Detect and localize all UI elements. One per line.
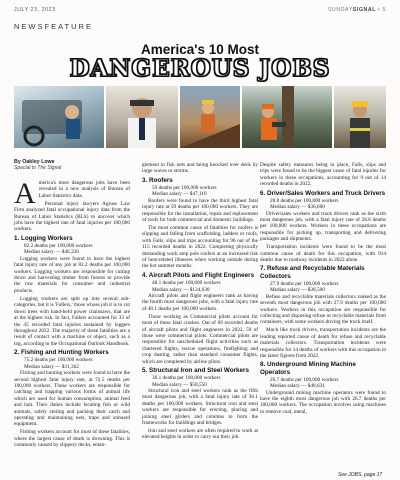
body-paragraph: Iron and steel workers are often required to work at elevated heights in order to carry out their job. bbox=[142, 428, 258, 441]
body-paragraph: Transportation incidents were found to be the most common cause of death for this occupation, with 914 deaths due to roadway incidents in 2022 alone. bbox=[260, 244, 386, 264]
rank-1-death-rate: 82.2 deaths per 100,000 workers bbox=[24, 243, 93, 250]
article-column-2 bbox=[142, 162, 258, 442]
rank-2-death-rate: 75.2 deaths per 100,000 workers bbox=[24, 357, 93, 364]
body-paragraph: Personal injury lawyers Agruss Law Firm analyzed fatal occupational injury data from the Bureau of Labor Statistics (BLS) to uncover which jobs have the highest rate of fatal injuries per 100,000 workers. bbox=[14, 200, 130, 233]
rank-5-salary: Median salary — $58,550 bbox=[152, 381, 207, 388]
drop-cap: A bbox=[14, 177, 36, 210]
body-paragraph: Logging workers were found to have the highest fatal injury rate of any job at 82.2 deaths per 100,000 workers. Logging workers are responsible for cutting down and harvesting timber from forests to provide the raw materials for consumer and industrial products. bbox=[14, 255, 130, 294]
rank-7-death-rate: 27.9 deaths per 100,000 workers bbox=[270, 280, 339, 287]
rank-7-salary: Median salary — $38,500 bbox=[270, 287, 325, 294]
article-column-1 bbox=[14, 177, 130, 450]
photo-miner bbox=[334, 86, 386, 148]
page-header bbox=[14, 5, 386, 15]
body-paragraph: Despite safety measures being in place, Falls, slips and trips were found to be the biggest cause of fatal injuries for workers in these occupations, accounting for 9 out of 14 recorded deaths in 2022. bbox=[260, 162, 386, 188]
title-kicker: America's 10 Most bbox=[140, 42, 259, 57]
photo-pilot bbox=[106, 86, 178, 148]
intro-paragraph bbox=[14, 177, 130, 210]
body-paragraph: Driver/sales workers and truck drivers rank as the sixth most dangerous job, with a fatal injury rate of 28.8 deaths per 100,000 workers. Workers in these occupations are responsible for picking up, transporting and delivering packages and shipments. bbox=[260, 210, 386, 243]
rank-heading-2: 2. Fishing and Hunting Workers bbox=[14, 349, 109, 357]
rank-2-salary: Median salary — $31,362 bbox=[24, 363, 79, 370]
body-paragraph: The most common cause of fatalities for roofers is slipping and falling from scaffolding, ladders or roofs, with Falls, slips and trips accounting for 96 out of the 115 recorded deaths in 2022. Completing physically demanding work atop pole roofers at an increased risk of heat-related illnesses when working outside during the hot summer months. bbox=[142, 225, 258, 270]
rank-4-salary: Median salary — $134,630 bbox=[152, 286, 210, 293]
photo-truck-driver bbox=[14, 86, 104, 148]
body-paragraph: Those working as Commercial pilots account for most of these fatal crashes. Out of 69 recorded deaths of aircraft pilots and flight engineers in 2022, 59 of those were commercial pilots. Commercial pilots are responsible for unscheduled flight activities such as chartered flights, rescue operations, firefighting and crop dusting, rather than standard consumer flights, which are completed by airline pilots. bbox=[142, 313, 258, 365]
rank-heading-4: 4. Aircraft Pilots and Flight Engineers bbox=[142, 271, 255, 279]
rank-8-salary: Median salary — $48,631 bbox=[270, 383, 325, 390]
photo-roofer bbox=[180, 86, 240, 148]
rank-8-death-rate: 26.7 deaths per 100,000 workers bbox=[270, 376, 339, 383]
rank-3-death-rate: 59 deaths per 100,000 workers bbox=[152, 185, 217, 192]
article-title bbox=[0, 42, 400, 82]
page-number: • 5 bbox=[378, 7, 386, 13]
body-paragraph: Structural iron and steel workers rank as the fifth most dangerous job, with a fatal injury rate of 36.1 deaths per 100,000 workers. Structural iron and steel workers are responsible for erecting, placing and joining steel girders and columns to form the frameworks for buildings and bridges. bbox=[142, 387, 258, 427]
paper-name-bold: SIGNAL bbox=[352, 7, 376, 13]
photo-collage bbox=[14, 86, 386, 148]
body-paragraph: Fishing workers account for most of these fatalities, where the largest cause of death is drowning. This is commonly caused by slippery decks, entan- bbox=[14, 429, 130, 449]
body-paragraph: Logging workers are split up into several sub-categories, but it is 'Fallers,' those whose job it is to cut down trees with hand-held power chainsaws, that are at the highest risk. In fact, Fallers accounted for 33 of the 45 recorded fatal injuries sustained by loggers throughout 2022. The majority of these fatalities are a result of contact with a machine or object, such as a log, according to the Occupational Outlook Handbook. bbox=[14, 295, 130, 347]
body-paragraph: Aircraft pilots and flight engineers rank as having the fourth most dangerous jobs, with a fatal injury rate of 48.1 deaths per 100,000 workers. bbox=[142, 292, 258, 312]
issue-date: JULY 23, 2023 bbox=[14, 7, 56, 13]
section-label: NEWSFEATURE bbox=[14, 22, 93, 31]
rank-1-salary: Median salary — $46,330 bbox=[24, 249, 79, 256]
rank-5-death-rate: 36.1 deaths per 100,000 workers bbox=[152, 375, 221, 382]
title-headline: DANGEROUS JOBS bbox=[69, 55, 331, 82]
paper-name bbox=[328, 7, 386, 13]
continued-link[interactable]: See JOBS, page 17 bbox=[338, 472, 383, 478]
author-role: Special to The Signal bbox=[14, 165, 62, 171]
rank-heading-5: 5. Structural Iron and Steel Workers bbox=[142, 366, 249, 374]
body-paragraph: Roofers were found to have the third highest fatal injury rate at 59 deaths per 100,000 workers. They are responsible for the installation, repair and replacement of roofs for both commercial and domestic buildings. bbox=[142, 197, 258, 224]
rank-6-death-rate: 28.8 deaths per 100,000 workers bbox=[270, 197, 339, 204]
body-paragraph: Fishing and hunting workers were found to have the second highest fatal injury rate, at 72.5 deaths per 100,000 workers. These workers are responsible for catching and trapping various forms of animal life which are used for human consumption, animal feed and bait. Their duties include locating fish or wild animals, safely storing and packing their catch and operating and maintaining nets, traps and onboard equipment. bbox=[14, 370, 130, 428]
author-name: By Oakley Lowe bbox=[14, 159, 55, 165]
body-paragraph: Refuse and recyclable materials collectors ranked as the seventh most dangerous job with 27.9 deaths per 100,000 workers. Workers in this occupation are responsible for collecting and disposing refuse or recyclable materials from containers, with some workers driving the truck itself. bbox=[260, 293, 386, 326]
rank-3-salary: Median salary — $47,110 bbox=[152, 191, 207, 198]
rank-heading-3: 3. Roofers bbox=[142, 176, 173, 184]
photo-logger bbox=[242, 86, 332, 148]
rank-6-salary: Median salary — $36,660 bbox=[270, 204, 325, 211]
intro-text: merica's most dangerous jobs have been revealed in a new analysis of Bureau of Labor Statistics data. bbox=[38, 180, 130, 199]
rank-heading-1: 1. Logging Workers bbox=[14, 234, 73, 242]
article-column-3 bbox=[260, 162, 386, 417]
rank-4-death-rate: 48.1 deaths per 100,000 workers bbox=[152, 280, 221, 287]
body-paragraph: glement in fish nets and being knocked over deck by large waves or storms. bbox=[142, 162, 258, 175]
body-paragraph: Underground mining machine operators were found to have the eighth most dangerous job with 26.7 deaths per 100,000 workers. The occupation involves using machines to remove coal, metal, bbox=[260, 389, 386, 415]
rank-heading-8: 8. Underground Mining Machine Operators bbox=[260, 361, 356, 376]
byline bbox=[14, 159, 130, 171]
rank-heading-7: 7. Refuse and Recyclable Materials Collectors bbox=[260, 265, 365, 280]
rank-heading-6: 6. Driver/Sales Workers and Truck Drivers bbox=[260, 189, 386, 197]
paper-name-light: SUNDAY bbox=[327, 7, 353, 13]
body-paragraph: Much like truck drivers, transportation incidents are the leading reported cause of death for refuse and recyclable materials collectors. Transportation incidents were responsible for 14 deaths of workers with this occupation in the latest figures from 2022. bbox=[260, 327, 386, 359]
